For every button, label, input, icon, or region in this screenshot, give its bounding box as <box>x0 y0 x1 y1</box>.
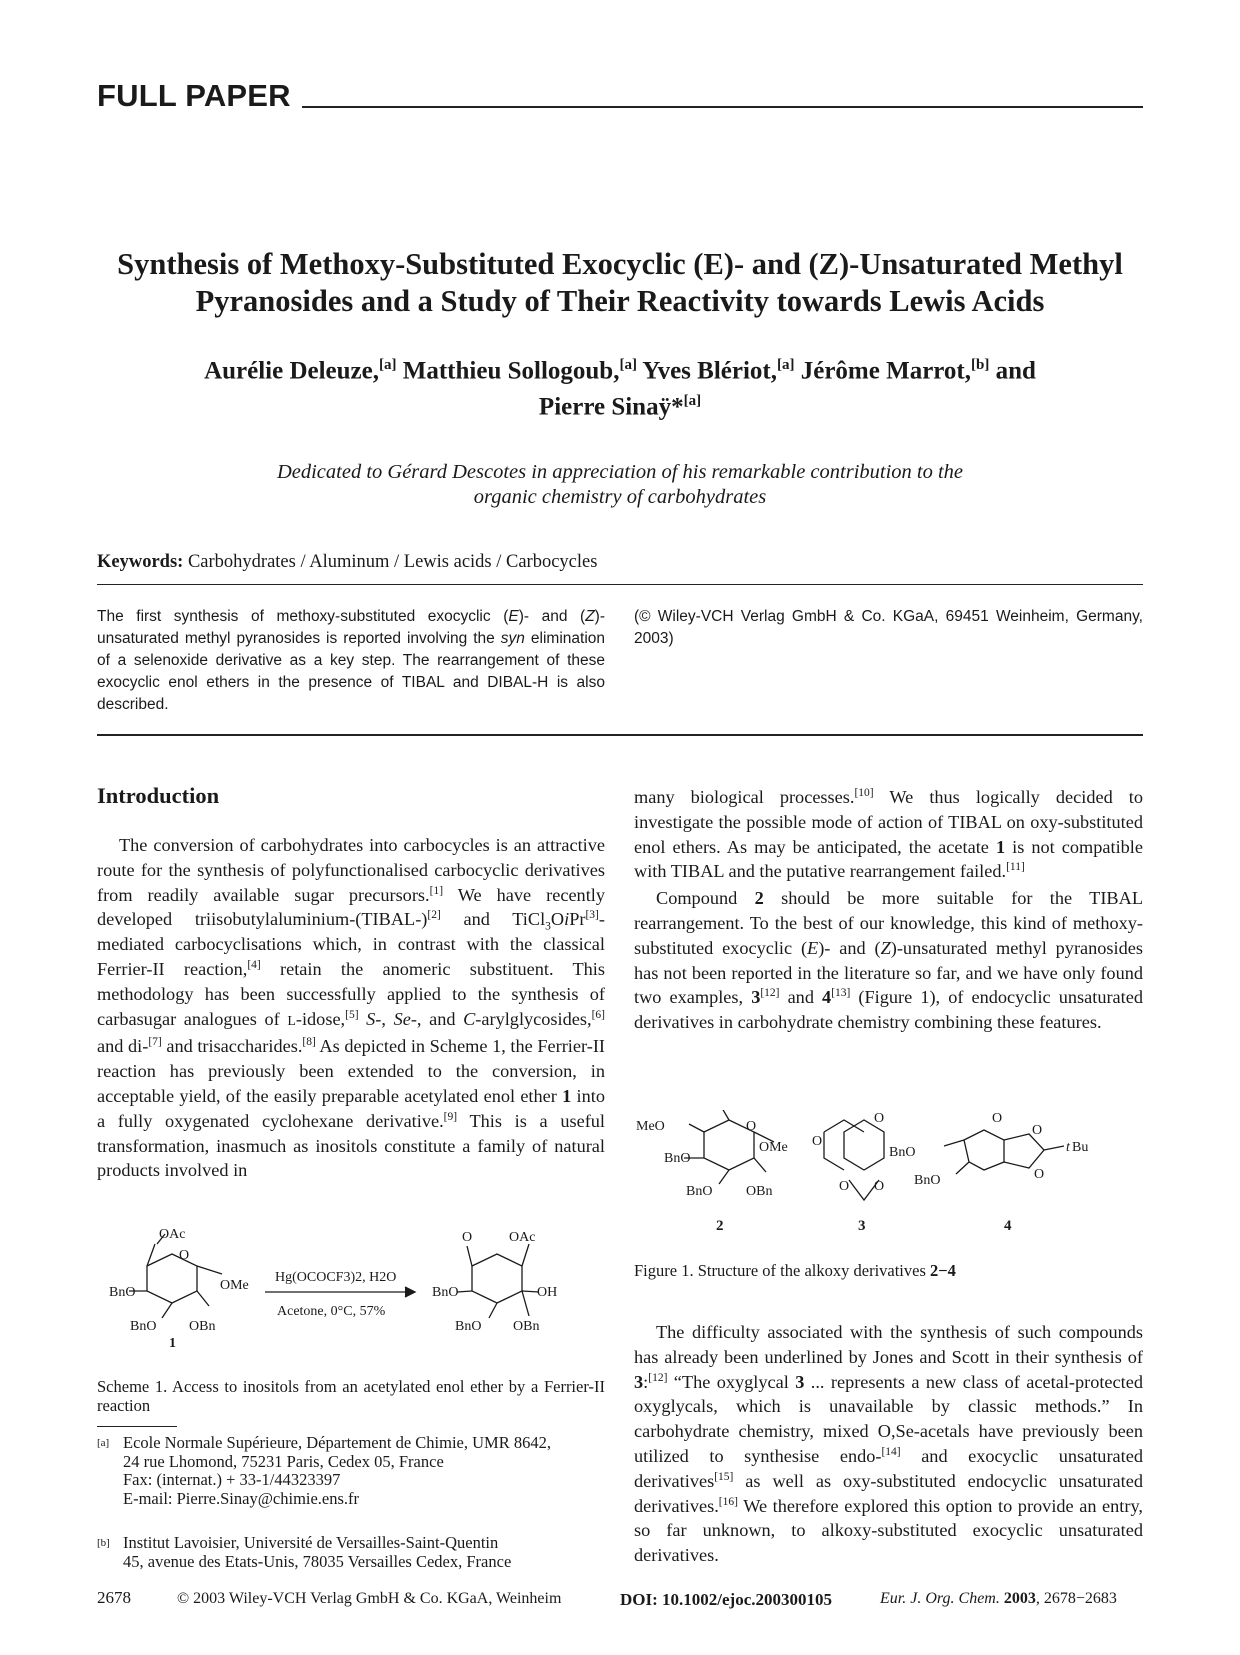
citation: [2] <box>427 909 441 922</box>
compound-label: 2 <box>716 1218 724 1234</box>
authors-line-2 <box>100 386 1140 422</box>
citation: [3] <box>585 909 599 922</box>
citation: [6] <box>591 1008 605 1021</box>
svg-text:OMe: OMe <box>220 1278 249 1293</box>
dedication <box>150 460 1090 510</box>
doi: DOI: 10.1002/ejoc.200300105 <box>620 1590 833 1609</box>
figure-1-structures <box>634 1110 1143 1240</box>
scheme-1 <box>97 1226 605 1351</box>
title-line-1: Synthesis of Methoxy-Substituted Exocyclic (E)- and (Z)-Unsaturated Methyl <box>117 247 1123 281</box>
intro-right-column <box>634 785 1143 1035</box>
abstract: The first synthesis of methoxy-substituted exocyclic (E)- and (Z)-unsaturated methyl pyranosides is reported involving the syn elimination of a selenoxide derivative as a key step. The rearrangement of these exocyclic enol ethers in the presence of TIBAL and DIBAL-H is also described. <box>97 608 606 713</box>
compound-label: 3 <box>858 1218 866 1234</box>
scheme-1-caption: Scheme 1. Access to inositols from an acetylated enol ether by a Ferrier-II reaction <box>97 1377 605 1415</box>
svg-text:BnO: BnO <box>686 1184 713 1199</box>
author-conjunction: and <box>995 357 1036 385</box>
svg-text:O: O <box>1032 1123 1043 1138</box>
svg-text:BnO: BnO <box>664 1151 691 1166</box>
citation: [7] <box>148 1036 162 1049</box>
dedication-line-2: organic chemistry of carbohydrates <box>473 486 767 508</box>
footnote-marker: [b] <box>97 1537 110 1549</box>
compound-label: 4 <box>1004 1218 1012 1234</box>
citation: [12] <box>760 987 780 1000</box>
reaction-reagent: Hg(OCOCF3)2, H2O <box>275 1270 397 1285</box>
compound-label: 1 <box>169 1336 176 1351</box>
footnote-b: [b] Institut Lavoisier, Université de Versailles-Saint-Quentin 45, avenue des Etats-Unis, 78035 Versailles Cedex, France <box>97 1533 512 1571</box>
citation: [14] <box>881 1445 901 1458</box>
svg-text:O: O <box>812 1134 823 1149</box>
citation: [15] <box>714 1470 734 1483</box>
svg-text:Bu: Bu <box>1072 1140 1089 1155</box>
section-label: FULL PAPER <box>97 78 291 113</box>
page-number: 2678 <box>97 1588 131 1607</box>
atom-label: MeO <box>636 1119 665 1134</box>
author-list <box>100 350 1140 423</box>
citation: [13] <box>831 987 851 1000</box>
footnote-marker: [a] <box>97 1437 110 1449</box>
svg-text:O: O <box>1034 1167 1045 1182</box>
svg-text:BnO: BnO <box>455 1319 482 1334</box>
svg-text:O: O <box>839 1179 850 1194</box>
svg-text:O: O <box>874 1179 885 1194</box>
citation: [12] <box>648 1371 668 1384</box>
intro-paragraph-3: The difficulty associated with the synthesis of such compounds has already been underlined by Jones and Scott in their synthesis of 3:[12] “The oxyglycal 3 ... represents a new class of acetal-protected oxyglycals, which is unavailable by classic methods.” In carbohydrate chemistry, mixed O,Se-acetals have previously been utilized to synthesise endo-[14] and exocyclic unsaturated derivatives[15] as well as oxy-substituted endocyclic unsaturated derivatives.[16] We therefore explored this option to provide an entry, so far unknown, to alkoxy-substituted exocyclic unsaturated derivatives. <box>634 1322 1143 1566</box>
dedication-line-1: Dedicated to Gérard Descotes in appreciation of his remarkable contribution to the <box>276 461 964 483</box>
authors-line-1 <box>100 350 1140 386</box>
author-name: Pierre Sinaÿ* <box>538 393 684 421</box>
svg-text:BnO: BnO <box>432 1285 459 1300</box>
intro-paragraph-1: The conversion of carbohydrates into carbocycles is an attractive route for the synthesis of polyfunctionalised carbocyclic derivatives from readily available sugar precursors.[1] We have recently developed triisobutylaluminium-(TIBAL-)[2] and TiCl$_3$OiPr[3]-mediated carbocyclisations which, in contrast with the classical Ferrier-II reaction,[4] retain the anomeric substituent. This methodology has been successfully applied to the synthesis of carbasugar analogues of L-idose,[5] S-, Se-, and C-arylglycosides,[6] and di-[7] and trisaccharides.[8] As depicted in Scheme 1, the Ferrier-II reaction has previously been extended to the conversion, in acceptable yield, of the easily preparable acetylated enol ether 1 into a fully oxygenated cyclohexane derivative.[9] This is a useful transformation, inasmuch as inositols constitute a family of natural products involved in <box>97 835 606 1181</box>
author-name: Aurélie Deleuze, <box>204 357 379 385</box>
affiliation-mark: [a] <box>379 357 397 373</box>
author-name: Jérôme Marrot, <box>800 357 972 385</box>
svg-text:BnO: BnO <box>914 1173 941 1188</box>
citation: [8] <box>302 1036 316 1049</box>
article-title <box>60 246 1180 320</box>
svg-text:BnO: BnO <box>130 1319 157 1334</box>
svg-text:t: t <box>1066 1140 1070 1155</box>
svg-text:OH: OH <box>537 1285 558 1300</box>
author-name: Yves Blériot, <box>642 357 777 385</box>
title-line-2: Pyranosides and a Study of Their Reactivity towards Lewis Acids <box>195 284 1045 318</box>
intro-paragraph-2: Compound 2 should be more suitable for the TIBAL rearrangement. To the best of our knowledge, this kind of methoxy-substituted exocyclic (E)- and (Z)-unsaturated methyl pyranosides has not been reported in the literature so far, and we have only found two examples, 3[12] and 4[13] (Figure 1), of endocyclic unsaturated derivatives in carbohydrate chemistry combining these features. <box>634 888 1144 1033</box>
keywords <box>97 552 597 573</box>
author-name: Matthieu Sollogoub, <box>402 357 620 385</box>
svg-text:BnO: BnO <box>109 1285 136 1300</box>
citation: [16] <box>718 1495 738 1508</box>
section-heading-introduction: Introduction <box>97 783 220 808</box>
citation: [10] <box>854 786 874 799</box>
journal-citation: Eur. J. Org. Chem. 2003, 2678−2683 <box>880 1590 1117 1607</box>
svg-text:O: O <box>874 1111 885 1126</box>
header-rule <box>302 106 1143 108</box>
footer-copyright: © 2003 Wiley-VCH Verlag GmbH & Co. KGaA, Weinheim <box>177 1590 562 1607</box>
citation: [9] <box>443 1110 458 1123</box>
citation: [5] <box>345 1008 359 1021</box>
affiliation-mark: [a] <box>683 393 702 410</box>
affiliation-mark: [a] <box>619 357 637 373</box>
svg-text:OAc: OAc <box>159 1227 186 1242</box>
svg-text:O: O <box>179 1248 190 1263</box>
citation: [11] <box>1006 861 1025 874</box>
svg-text:OBn: OBn <box>746 1184 773 1199</box>
svg-text:OBn: OBn <box>189 1319 216 1334</box>
svg-text:OMe: OMe <box>759 1140 788 1155</box>
keywords-label: Keywords: <box>97 552 184 572</box>
svg-text:O: O <box>746 1119 757 1134</box>
citation: [1] <box>429 884 444 897</box>
reaction-conditions: Acetone, 0°C, 57% <box>277 1304 386 1319</box>
intro-paragraph-1-continued: many biological processes.[10] We thus logically decided to investigate the possible mode of action of TIBAL on oxy-substituted enol ethers. As may be anticipated, the acetate 1 is not compatible with TIBAL and the putative rearrangement failed.[11] <box>634 786 1143 882</box>
abstract-copyright: (© Wiley-VCH Verlag GmbH & Co. KGaA, 69451 Weinheim, Germany, 2003) <box>634 608 1143 647</box>
citation: [4] <box>247 958 261 971</box>
keywords-rule <box>97 584 1143 585</box>
affiliation-mark: [a] <box>776 357 795 373</box>
svg-text:OAc: OAc <box>509 1230 536 1245</box>
svg-text:BnO: BnO <box>889 1145 916 1160</box>
footnote-separator <box>97 1426 177 1427</box>
affiliation-mark: [b] <box>971 357 990 373</box>
footnote-a: [a] Ecole Normale Supérieure, Département de Chimie, UMR 8642, 24 rue Lhomond, 75231 Paris, Cedex 05, France Fax: (internat.) + 33-1/44323397 E-mail: Pierre.Sinay@chimie.ens.fr <box>97 1433 551 1508</box>
svg-text:O: O <box>992 1111 1003 1126</box>
svg-text:OBn: OBn <box>513 1319 540 1334</box>
abstract-rule <box>97 734 1143 736</box>
svg-text:O: O <box>462 1230 473 1245</box>
figure-1-caption: Figure 1. Structure of the alkoxy derivatives 2−4 <box>634 1261 956 1280</box>
keywords-value: Carbohydrates / Aluminum / Lewis acids / Carbocycles <box>187 552 598 572</box>
